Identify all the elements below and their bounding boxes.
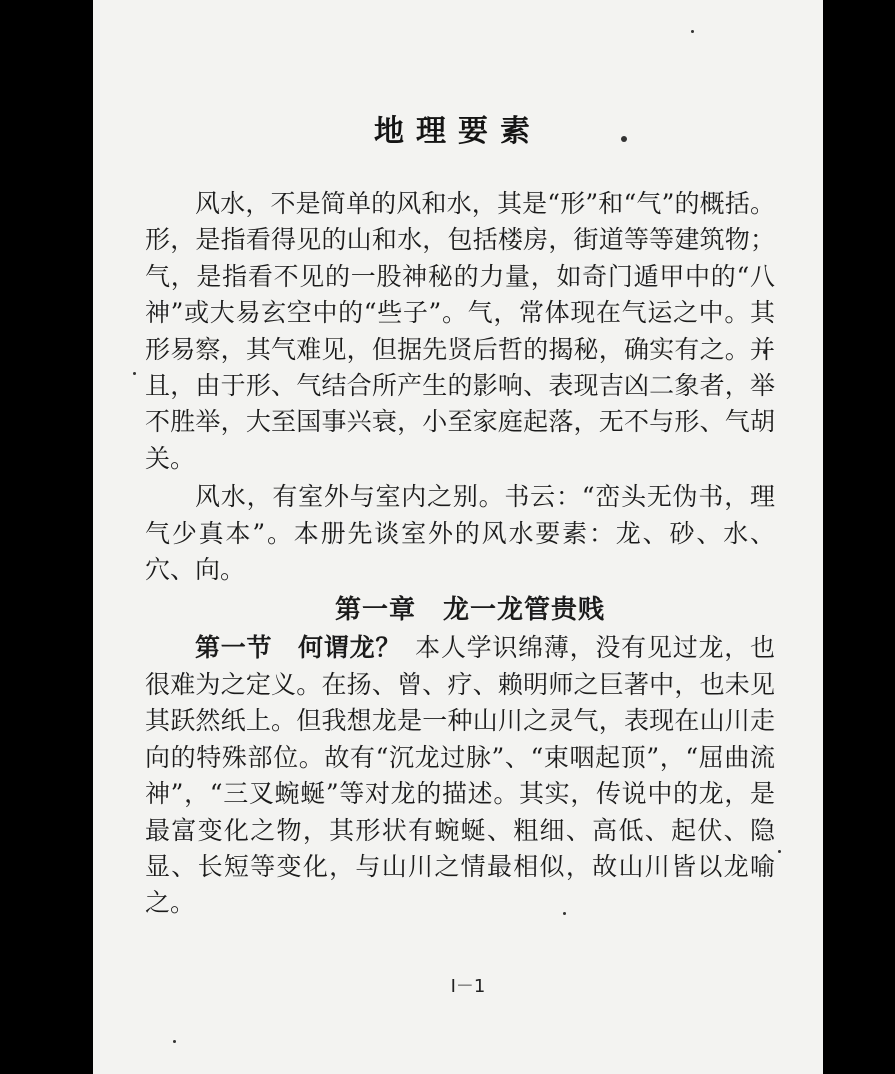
document-body	[145, 186, 775, 922]
print-speck	[173, 1040, 176, 1043]
intro-paragraph: 风水，有室外与室内之别。书云：“峦头无伪书，理气少真本”。本册先谈室外的风水要素：龙、砂、水、穴、向。	[145, 482, 775, 585]
page-heading: 地理要素	[374, 114, 542, 149]
section-title: 第一节 何谓龙？	[195, 633, 402, 663]
chapter-title: 第一章 龙一龙管贵贱	[334, 595, 605, 626]
intro-paragraph: 风水，不是简单的风和水，其是“形”和“气”的概括。形，是指看得见的山和水，包括楼房，街道等等建筑物；气，是指看不见的一股神秘的力量，如奇门遁甲中的“八神”或大易玄空中的“些子”。气，常体现在气运之中。其形易察，其气难见，但据先贤后哲的揭秘，确实有之。并且，由于形、气结合所产生的影响、表现吉凶二象者，举不胜举，大至国事兴衰，小至家庭起落，无不与形、气胡关。	[145, 189, 775, 473]
page-number: I－1	[450, 976, 486, 997]
print-speck	[133, 372, 136, 375]
section-text: 本人学识绵薄，没有见过龙，也很难为之定义。在扬、曾、疗、赖明师之巨著中，也未见其跃然纸上。但我想龙是一种山川之灵气，表现在山川走向的特殊部位。故有“沉龙过脉”、“束咽起顶”，“屈曲流神”，“三叉蜿蜒”等对龙的描述。其实，传说中的龙，是最富变化之物，其形状有蜿蜒、粗细、高低、起伏、隐显、长短等变化，与山川之情最相似，故山川皆以龙喻之。	[145, 633, 775, 918]
print-speck	[778, 850, 781, 853]
print-speck	[691, 30, 694, 33]
document-page	[93, 0, 823, 1074]
section-paragraph	[145, 630, 775, 921]
